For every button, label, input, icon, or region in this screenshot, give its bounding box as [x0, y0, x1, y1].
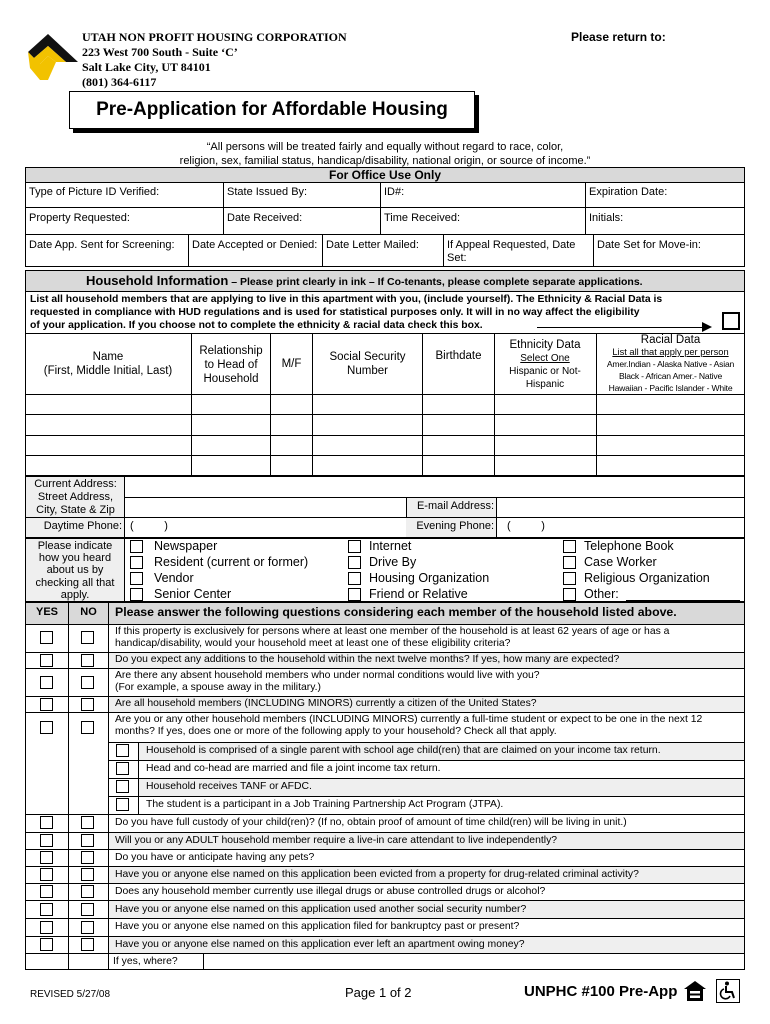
- col-race-title: Racial Data: [640, 334, 701, 346]
- question-senior-disability: If this property is exclusively for persons where at least one member of the household is at least 62 years of age or has a handicap/disability, would your household meet at least one of these eligibility criteria?: [115, 626, 670, 649]
- source-drive-by-checkbox[interactable]: [348, 556, 361, 569]
- source-other-checkbox[interactable]: [563, 588, 576, 601]
- q8-yes-checkbox[interactable]: [40, 851, 53, 864]
- question-illegal-drugs: Does any household member currently use illegal drugs or abuse controlled drugs or alcohol?: [115, 886, 546, 897]
- source-senior-center-checkbox[interactable]: [130, 588, 143, 601]
- q10-yes-checkbox[interactable]: [40, 885, 53, 898]
- yes-column-header: YES: [35, 606, 58, 618]
- q11-no-checkbox[interactable]: [81, 903, 94, 916]
- source-internet-checkbox[interactable]: [348, 540, 361, 553]
- evening-phone-input[interactable]: ( ): [507, 520, 545, 532]
- organization-logo: [26, 34, 78, 82]
- no-column-header: NO: [80, 606, 97, 618]
- form-number: UNPHC #100 Pre-App: [524, 983, 678, 1000]
- q11-yes-checkbox[interactable]: [40, 903, 53, 916]
- col-ssn: Social Security Number: [329, 351, 406, 377]
- source-religious-org-checkbox[interactable]: [563, 572, 576, 585]
- household-instructions-line1: List all household members that are applying to live in this apartment with you, (include yourself). The Ethnicity & Racial Data is: [30, 294, 663, 305]
- q13-yes-checkbox[interactable]: [40, 938, 53, 951]
- student-option-tanf: Household receives TANF or AFDC.: [146, 781, 312, 792]
- city-state-zip-input[interactable]: [125, 498, 405, 517]
- fair-housing-line1: “All persons will be treated fairly and equally without regard to race, color,: [206, 141, 564, 153]
- page-title: Pre-Application for Affordable Housing: [96, 99, 448, 120]
- household-subtitle: – Please print clearly in ink – If Co-tenants, please complete separate applications.: [228, 276, 643, 288]
- source-case-worker-label: Case Worker: [584, 555, 657, 569]
- equal-housing-icon: [683, 980, 707, 1002]
- question-other-ssn: Have you or anyone else named on this application used another social security number?: [115, 904, 527, 915]
- source-senior-center-label: Senior Center: [154, 587, 232, 601]
- office-use-title: For Office Use Only: [26, 168, 744, 182]
- question-owing-where-label: If yes, where?: [113, 956, 178, 967]
- q3-no-checkbox[interactable]: [81, 676, 94, 689]
- daytime-phone-label: Daytime Phone:: [43, 520, 122, 532]
- question-absent-members: Are there any absent household members who under normal conditions would live with you? (For example, a spouse away in the military.): [115, 670, 540, 693]
- col-birthdate: Birthdate: [435, 350, 482, 362]
- q12-no-checkbox[interactable]: [81, 921, 94, 934]
- question-live-in-attendant: Will you or any ADULT household member require a live-in care attendant to live independently?: [115, 835, 558, 846]
- source-newspaper-checkbox[interactable]: [130, 540, 143, 553]
- source-housing-org-label: Housing Organization: [369, 571, 490, 585]
- household-member-row[interactable]: [26, 436, 744, 455]
- student-option-married: Head and co-head are married and file a joint income tax return.: [146, 763, 441, 774]
- question-household-additions: Do you expect any additions to the household within the next twelve months? If yes, how many are expected?: [115, 654, 620, 665]
- question-bankruptcy: Have you or anyone else named on this application filed for bankruptcy past or present?: [115, 921, 520, 932]
- col-race-options3: Hawaiian - Pacific Islander - White: [608, 383, 733, 393]
- student-tanf-checkbox[interactable]: [116, 780, 129, 793]
- source-vendor-checkbox[interactable]: [130, 572, 143, 585]
- q9-no-checkbox[interactable]: [81, 868, 94, 881]
- street-address-input[interactable]: [125, 477, 744, 497]
- email-input[interactable]: [497, 498, 744, 517]
- org-address-line1: 223 West 700 South - Suite ‘C’: [82, 45, 238, 59]
- property-requested-field[interactable]: Property Requested:: [29, 212, 130, 224]
- page-number: Page 1 of 2: [345, 985, 412, 1000]
- initials-field[interactable]: Initials:: [589, 212, 624, 224]
- q5-yes-checkbox[interactable]: [40, 721, 53, 734]
- household-member-row[interactable]: [26, 395, 744, 414]
- picture-id-field[interactable]: Type of Picture ID Verified:: [29, 186, 160, 198]
- col-race-options1: Amer.Indian - Alaska Native - Asian: [606, 359, 735, 369]
- q2-no-checkbox[interactable]: [81, 654, 94, 667]
- household-instructions-line2: requested in compliance with HUD regulations and is used for statistical purposes only. It will in no way affect the eligibility: [30, 307, 640, 318]
- student-married-checkbox[interactable]: [116, 762, 129, 775]
- accessibility-icon: [716, 979, 740, 1003]
- q6-no-checkbox[interactable]: [81, 816, 94, 829]
- source-resident-label: Resident (current or former): [154, 555, 309, 569]
- q2-yes-checkbox[interactable]: [40, 654, 53, 667]
- source-religious-org-label: Religious Organization: [584, 571, 710, 585]
- question-citizenship: Are all household members (INCLUDING MINORS) currently a citizen of the United States?: [115, 698, 537, 709]
- q3-yes-checkbox[interactable]: [40, 676, 53, 689]
- col-name: Name (First, Middle Initial, Last): [43, 351, 173, 377]
- q1-yes-checkbox[interactable]: [40, 631, 53, 644]
- ethnicity-optout-checkbox[interactable]: [722, 312, 740, 330]
- q1-no-checkbox[interactable]: [81, 631, 94, 644]
- col-ethnicity-title: Ethnicity Data: [509, 339, 581, 351]
- q7-no-checkbox[interactable]: [81, 834, 94, 847]
- household-member-row[interactable]: [26, 415, 744, 435]
- source-friend-label: Friend or Relative: [369, 587, 468, 601]
- question-pets: Do you have or anticipate having any pets?: [115, 852, 315, 863]
- col-race-options2: Black - African Amer.- Native: [618, 371, 723, 381]
- q13-no-checkbox[interactable]: [81, 938, 94, 951]
- referral-source-label: Please indicate how you heard about us by checking all that apply.: [35, 540, 115, 601]
- question-full-time-student: Are you or any other household members (INCLUDING MINORS) currently a full-time student or expect to be one in the next 12 months? If yes, does one or more of the following apply to your household? Check all that apply.: [115, 714, 703, 737]
- date-sent-screening-field[interactable]: Date App. Sent for Screening:: [29, 239, 175, 251]
- return-to-label: Please return to:: [571, 30, 666, 44]
- student-option-single-parent: Household is comprised of a single parent with school age child(ren) that are claimed on your income tax return.: [146, 745, 661, 756]
- household-member-row[interactable]: [26, 456, 744, 475]
- student-option-jtpa: The student is a participant in a Job Training Partnership Act Program (JTPA).: [146, 799, 504, 810]
- question-child-custody: Do you have full custody of your child(ren)? (If no, obtain proof of amount of time child(ren) will be living in unit.): [115, 817, 627, 828]
- col-mf: M/F: [281, 358, 302, 370]
- date-accepted-denied-field[interactable]: Date Accepted or Denied:: [192, 239, 318, 251]
- q9-yes-checkbox[interactable]: [40, 868, 53, 881]
- source-other-label: Other:: [584, 587, 619, 601]
- col-ethnicity-select: Select One: [520, 353, 570, 364]
- expiration-date-field[interactable]: Expiration Date:: [589, 186, 668, 198]
- q4-no-checkbox[interactable]: [81, 698, 94, 711]
- household-instructions-line3: of your application. If you choose not to complete the ethnicity & racial data check this box.: [30, 320, 483, 331]
- source-telephone-book-label: Telephone Book: [584, 539, 674, 553]
- fair-housing-line2: religion, sex, familial status, handicap/disability, national origin, or source of income.”: [179, 155, 591, 167]
- daytime-phone-input[interactable]: ( ): [130, 520, 168, 532]
- time-received-field[interactable]: Time Received:: [384, 212, 461, 224]
- q5-no-checkbox[interactable]: [81, 721, 94, 734]
- org-address-line2: Salt Lake City, UT 84101: [82, 60, 211, 74]
- owing-where-input[interactable]: [204, 954, 744, 969]
- student-jtpa-checkbox[interactable]: [116, 798, 129, 811]
- col-race-list: List all that apply per person: [612, 347, 729, 357]
- source-case-worker-checkbox[interactable]: [563, 556, 576, 569]
- household-title: Household Information: [86, 273, 229, 288]
- source-vendor-label: Vendor: [154, 571, 194, 585]
- date-received-field[interactable]: Date Received:: [227, 212, 303, 224]
- col-relationship: Relationship to Head of Household: [199, 345, 263, 385]
- state-issued-field[interactable]: State Issued By:: [227, 186, 308, 198]
- source-drive-by-label: Drive By: [369, 555, 417, 569]
- q4-yes-checkbox[interactable]: [40, 698, 53, 711]
- evening-phone-label: Evening Phone:: [416, 520, 494, 532]
- q7-yes-checkbox[interactable]: [40, 834, 53, 847]
- question-owing-money: Have you or anyone else named on this application ever left an apartment owing money?: [115, 939, 525, 950]
- source-housing-org-checkbox[interactable]: [348, 572, 361, 585]
- source-resident-checkbox[interactable]: [130, 556, 143, 569]
- id-number-field[interactable]: ID#:: [384, 186, 405, 198]
- source-friend-checkbox[interactable]: [348, 588, 361, 601]
- source-newspaper-label: Newspaper: [154, 539, 218, 553]
- questions-heading: Please answer the following questions considering each member of the household listed above.: [115, 605, 677, 619]
- date-letter-mailed-field[interactable]: Date Letter Mailed:: [326, 239, 419, 251]
- current-address-label: Current Address: Street Address, City, State & Zip: [34, 478, 117, 516]
- q8-no-checkbox[interactable]: [81, 851, 94, 864]
- arrow-right-icon: [702, 322, 712, 332]
- col-ethnicity-options: Hispanic or Not-Hispanic: [509, 366, 581, 390]
- source-telephone-book-checkbox[interactable]: [563, 540, 576, 553]
- move-in-date-field[interactable]: Date Set for Move-in:: [597, 239, 701, 251]
- q10-no-checkbox[interactable]: [81, 885, 94, 898]
- question-drug-eviction: Have you or anyone else named on this application been evicted from a property for drug-related criminal activity?: [115, 869, 639, 880]
- appeal-date-field[interactable]: If Appeal Requested, Date Set:: [447, 239, 576, 264]
- q12-yes-checkbox[interactable]: [40, 921, 53, 934]
- source-internet-label: Internet: [369, 539, 412, 553]
- q6-yes-checkbox[interactable]: [40, 816, 53, 829]
- org-name: UTAH NON PROFIT HOUSING CORPORATION: [82, 30, 347, 44]
- org-phone: (801) 364-6117: [82, 75, 157, 89]
- email-label: E-mail Address:: [416, 500, 494, 512]
- revised-date: REVISED 5/27/08: [30, 989, 111, 1000]
- student-single-parent-checkbox[interactable]: [116, 744, 129, 757]
